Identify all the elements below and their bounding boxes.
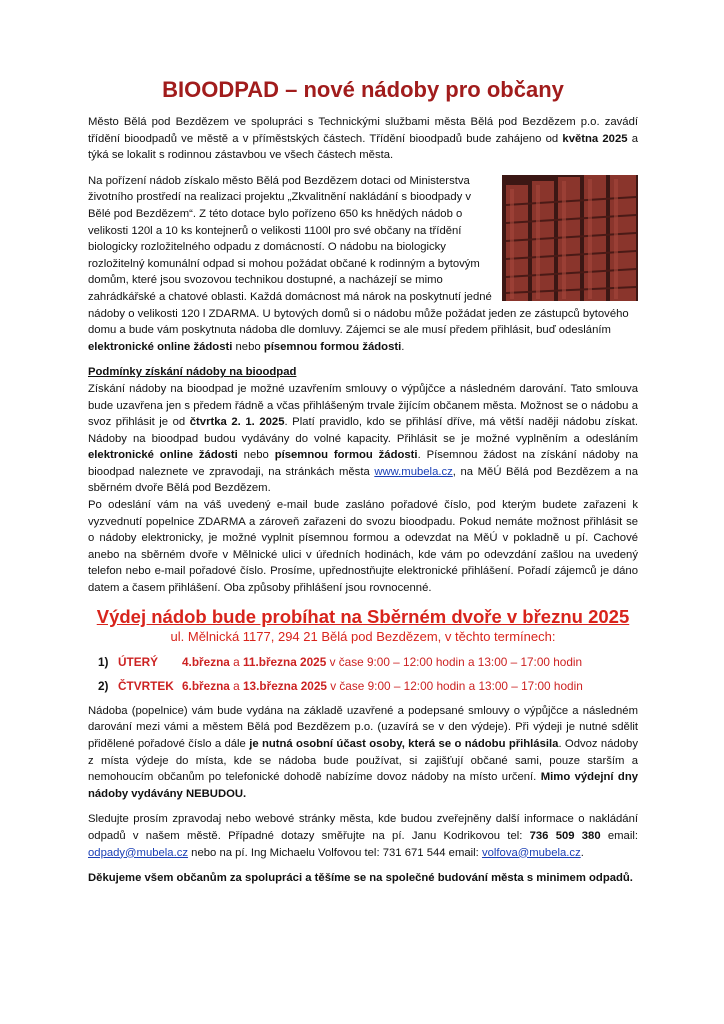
hours: v čase 9:00 – 12:00 hodin a 13:00 – 17:00 hodin bbox=[326, 679, 583, 694]
distribution-dates bbox=[88, 654, 638, 695]
closing-paragraph: Děkujeme všem občanům za spolupráci a těšíme se na společné budování města s minimem odpadů. bbox=[88, 872, 633, 885]
distribution-heading: Výdej nádob bude probíhat na Sběrném dvoře v březnu 2025 bbox=[96, 605, 630, 627]
online-request-label: elektronické online žádosti bbox=[88, 340, 233, 353]
conditions-text-2: . Platí pravidlo, kdo se přihlásí dříve, má větší naději nádobu získat. Nádoby na bioodpad budou vydávány do volné kapacity. Přihlásit se je možné vyplněním a odesláním bbox=[88, 416, 638, 445]
conditions-text-or: nebo bbox=[237, 449, 275, 462]
email-odpady-link[interactable]: odpady@mubela.cz bbox=[88, 846, 189, 859]
no-distribution-note: Mimo výdejní dny nádoby vydávány NEBUDOU. bbox=[88, 771, 638, 800]
handover-text: Nádoba (popelnice) vám bude vydána na základě uzavřené a podepsané smlouvy o výpůjčce a následném darování mezi vámi a městem Bělá pod Bezdězem p.o. (uzavírá se v den výdeje). Při výdeji je nutné sdělit přidělené pořadové číslo a dále bbox=[88, 704, 638, 750]
date-joiner: a bbox=[229, 679, 243, 694]
handover-text-2: . Odvoz nádoby z místa výdeje do místa, kde se nádoba bude používat, si zajišťují občané sami, pouze starším a nemohoucím občanům po telefonické dohodě nabízíme dovoz nádoby na místo určení. bbox=[88, 738, 638, 784]
subsidy-text-end: . bbox=[401, 340, 405, 353]
subsidy-text: Na pořízení nádob získalo město Bělá pod Bezdězem dotaci od Ministerstva životního prostředí na realizaci projektu „Zkvalitnění nakládání s bioodpady v Bělé pod Bezdězem“. Z této dotace bylo pořízeno 650 ks hnědých nádob o velikosti 120l a 10 ks kontejnerů o velikosti 1100l pro své občany na třídění biologicky rozložitelného odpadu z domácností. O nádobu na biologicky rozložitelný komunální odpad si mohou požádat občané k rodinným a bytovým domům, které jsou svozovou technikou dostupné, a nacházejí se mimo zahrádkářské a chatové oblasti. Každá domácnost má nárok na poskytnutí jedné nádoby o velikosti 120 l ZDARMA. U bytových domů si o nádobu může požádat jeden ze zástupců bytového domu a bude vám poskytnuta nádoba dle domluvy. Zájemci se ale musí předem přihlásit, buď odesláním bbox=[88, 174, 629, 337]
contact-email-label: email: bbox=[600, 829, 638, 842]
contact-text-end: . bbox=[580, 846, 584, 859]
personal-presence-note: je nutná osobní účast osoby, která se o nádobu přihlásila bbox=[249, 738, 559, 750]
written-request-label: písemnou formou žádosti bbox=[263, 340, 402, 353]
item-number: 1) bbox=[98, 654, 109, 669]
weekday: ČTVRTEK bbox=[118, 679, 174, 694]
online-request-label-2: elektronické online žádosti bbox=[88, 449, 238, 462]
date-1: 4.března bbox=[182, 654, 230, 669]
email-volfova-link[interactable]: volfova@mubela.cz bbox=[481, 846, 581, 859]
item-number: 2) bbox=[98, 679, 109, 694]
conditions-text: Získání nádoby na bioodpad je možné uzavřením smlouvy o výpůjčce a následném darování. Tato smlouva bude uzavřena jen s předem řádně a včas přihlášeným trvale žijícím občanem města. Možnost se o nádobu a svoz přihlásit je od bbox=[88, 382, 638, 429]
distribution-address: ul. Mělnická 1177, 294 21 Bělá pod Bezdězem, v těchto termínech: bbox=[170, 628, 556, 644]
brown-bins-photo bbox=[502, 175, 638, 301]
city-website-link[interactable]: www.mubela.cz bbox=[374, 465, 453, 478]
registration-paragraph: Po odeslání vám na váš uvedený e-mail bude zasláno pořadové číslo, pod kterým budete zařazeni k vyzvednutí popelnice ZDARMA a zároveň zařazeni do svozu bioodpadu. Pokud nemáte možnost přihlásit se o nádoby elektronicky, je možné vyplnit písemnou formou a odevzdat na MěÚ v pokladně u pí. Cachové anebo na sběrném dvoře v Mělnické ulici v úředních hodinách, kde vám po odevzdání zašlou na uvedený telefon nebo e-mail pořadové číslo. Prosíme, upřednostňujte elektronické přihlášení. Pořadí zájemců je dáno datem a časem přihlášení. Oba způsoby přihlášení jsou rovnocenné. bbox=[88, 499, 638, 595]
subsidy-text-or: nebo bbox=[232, 340, 264, 353]
registration-date: čtvrtka 2. 1. 2025 bbox=[189, 416, 285, 429]
date-1: 6.března bbox=[182, 679, 230, 694]
phone-kodrikova: 736 509 380 bbox=[529, 829, 601, 842]
handover-paragraph bbox=[88, 703, 638, 803]
intro-text-end: a týká se lokalit s rodinnou zástavbou ve všech částech města. bbox=[88, 132, 639, 162]
subsidy-section bbox=[88, 173, 638, 356]
hours: v čase 9:00 – 12:00 hodin a 13:00 – 17:00 hodin bbox=[326, 654, 583, 669]
conditions-heading: Podmínky získání nádoby na bioodpad bbox=[88, 366, 297, 379]
page-title: BIOODPAD – nové nádoby pro občany bbox=[162, 77, 564, 102]
distribution-date-item bbox=[88, 654, 638, 671]
date-2: 11.března 2025 bbox=[243, 654, 327, 669]
conditions-paragraph bbox=[88, 381, 638, 497]
intro-paragraph bbox=[88, 114, 638, 164]
distribution-date-item bbox=[88, 678, 638, 695]
start-date: května 2025 bbox=[562, 132, 628, 145]
document-page bbox=[88, 76, 638, 896]
intro-text: Město Bělá pod Bezdězem ve spolupráci s Technickými službami města Bělá pod Bezdězem p.o. zavádí třídění bioodpadů ve městě a v příměstských částech. Třídění bioodpadů bude zahájeno od bbox=[88, 116, 638, 145]
contact-text: Sledujte prosím zpravodaj nebo webové stránky města, kde budou zveřejněny další informace o nakládání odpadů v našem městě. Případné dotazy směřujte na pí. Janu Kodrikovou tel: bbox=[88, 813, 638, 842]
contact-text-2: nebo na pí. Ing Michaelu Volfovou tel: 731 671 544 email: bbox=[188, 846, 482, 859]
date-2: 13.března 2025 bbox=[243, 679, 327, 694]
conditions-text-3: . Písemnou žádost na získání nádoby na bioodpad naleznete ve zpravodaji, na stránkách města bbox=[88, 449, 638, 478]
weekday: ÚTERÝ bbox=[118, 654, 158, 669]
date-joiner: a bbox=[229, 654, 243, 669]
written-request-label-2: písemnou formou žádosti bbox=[274, 449, 418, 462]
conditions-text-end: , na MěÚ Bělá pod Bezdězem a na sběrném dvoře Bělá pod Bezdězem. bbox=[88, 465, 638, 495]
contact-paragraph bbox=[88, 811, 638, 861]
